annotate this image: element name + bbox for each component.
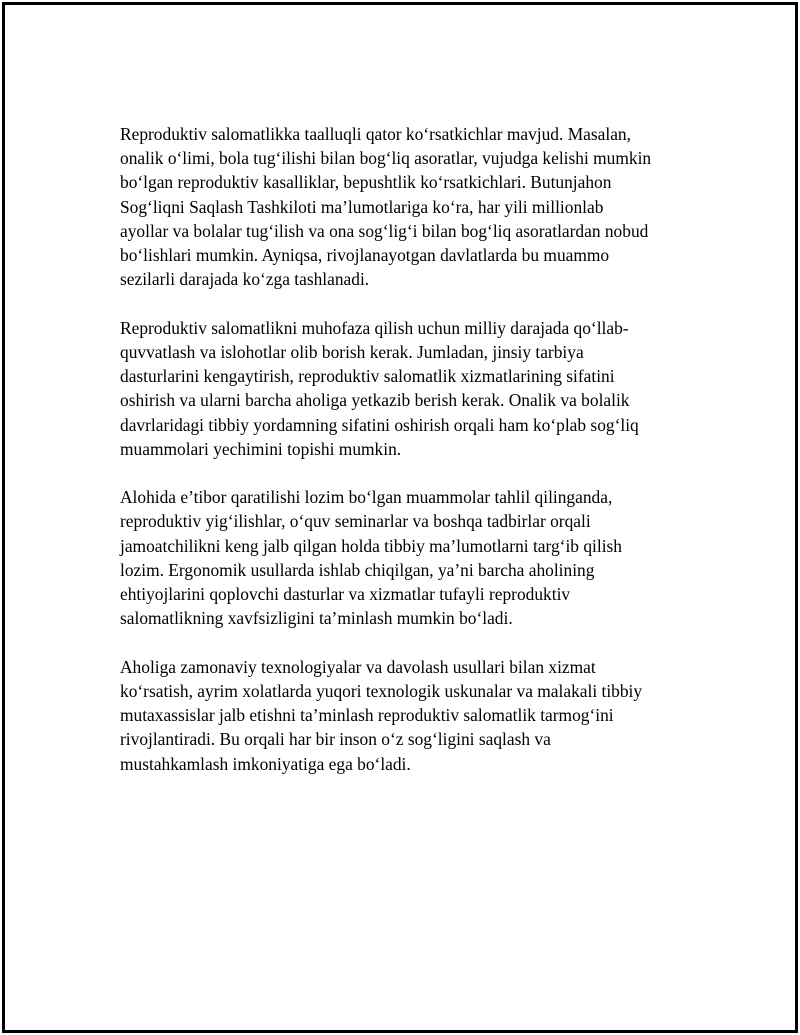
page-frame — [2, 2, 798, 1033]
paragraph-4: Aholiga zamonaviy texnologiyalar va davolash usullari bilan xizmat ko‘rsatish, ayrim xolatlarda yuqori texnologik uskunalar va malakali tibbiy mutaxassislar jalb etishni ta’minlash reproduktiv salomatlik tarmog‘ini rivojlantiradi. Bu orqali har bir inson o‘z sog‘ligini saqlash va mustahkamlash imkoniyatiga ega bo‘ladi. — [120, 656, 643, 774]
document-body — [120, 122, 690, 800]
paragraph-3: Alohida e’tibor qaratilishi lozim bo‘lgan muammolar tahlil qilinganda, reproduktiv yig‘ilishlar, o‘quv seminarlar va boshqa tadbirlar orqali jamoatchilikni keng jalb qilgan holda tibbiy ma’lumotlarni targ‘ib qilish lozim. Ergonomik usullarda ishlab chiqilgan, ya’ni barcha aholining ehtiyojlarini qoplovchi dasturlar va xizmatlar tufayli reproduktiv salomatlikning xavfsizligini ta’minlash mumkin bo‘ladi. — [120, 487, 622, 629]
paragraph-2: Reproduktiv salomatlikni muhofaza qilish uchun milliy darajada qo‘llab- quvvatlash va islohotlar olib borish kerak. Jumladan, jinsiy tarbiya dasturlarini kengaytirish, reproduktiv salomatlik xizmatlarining sifatini oshirish va ularni barcha aholiga yetkazib berish kerak. Onalik va bolalik davrlaridagi tibbiy yordamning sifatini oshirish orqali ham ko‘plab sog‘liq muammolari yechimini topishi mumkin. — [120, 317, 639, 459]
paragraph-1: Reproduktiv salomatlikka taalluqli qator ko‘rsatkichlar mavjud. Masalan, onalik o‘limi, bola tug‘ilishi bilan bog‘liq asoratlar, vujudga kelishi mumkin bo‘lgan reproduktiv kasalliklar, bepushtlik ko‘rsatkichlari. Butunjahon Sog‘liqni Saqlash Tashkiloti ma’lumotlariga ko‘ra, har yili millionlab ayollar va bolalar tug‘ilish va ona sog‘lig‘i bilan bog‘liq asoratlardan nobud bo‘lishlari mumkin. Ayniqsa, rivojlanayotgan davlatlarda bu muammo sezilarli darajada ko‘zga tashlanadi. — [120, 124, 652, 290]
